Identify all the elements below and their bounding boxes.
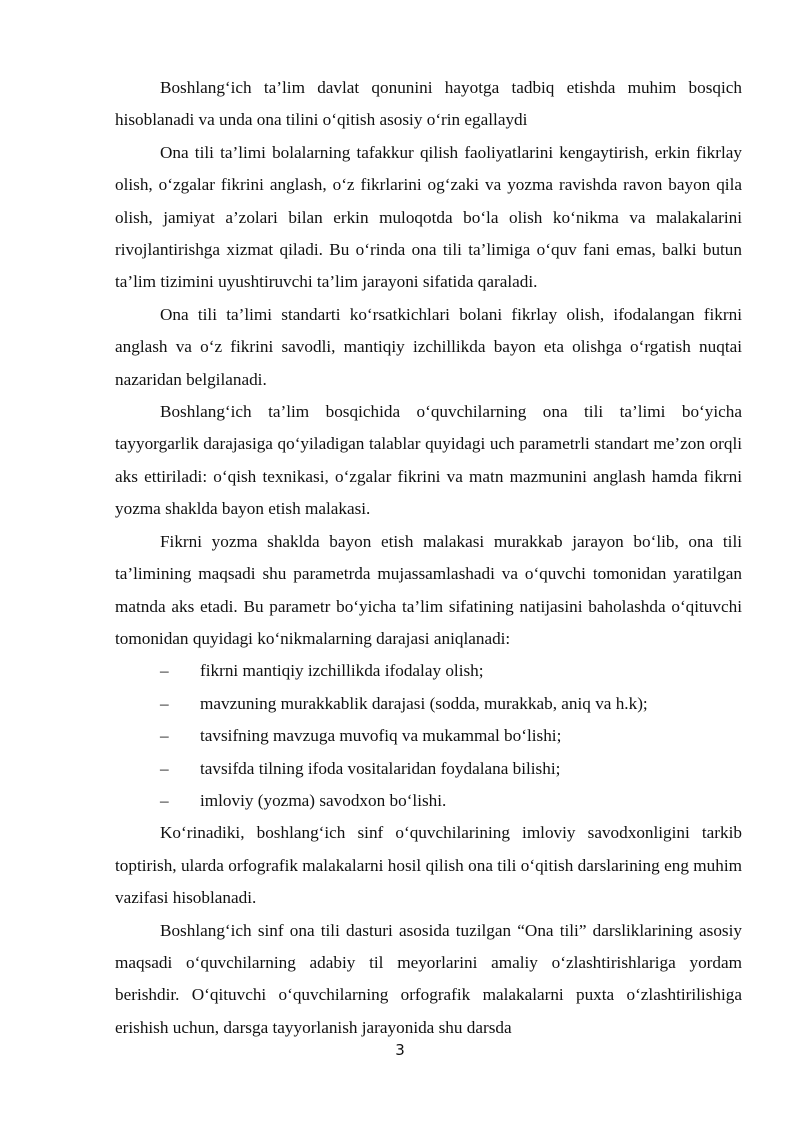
list-dash: –: [160, 726, 169, 746]
list-item: [115, 688, 742, 720]
list-item: [115, 753, 742, 785]
list-item-text: tavsifda tilning ifoda vositalaridan foydalana bilishi;: [200, 758, 561, 778]
list-item-text: fikrni mantiqiy izchillikda ifodalay olish;: [200, 661, 484, 681]
list-dash: –: [160, 661, 169, 681]
list-item: [115, 720, 742, 752]
list-dash: –: [160, 693, 169, 713]
skills-list: [115, 655, 742, 817]
document-page: [115, 72, 742, 1044]
list-dash: –: [160, 790, 169, 810]
page-number: 3: [395, 1041, 405, 1059]
paragraph-6: Ko‘rinadiki, boshlang‘ich sinf o‘quvchilarining imloviy savodxonligini tarkib toptirish, ularda orfografik malakalarni hosil qilish ona tili o‘qitish darslarining eng muhim vazifasi hisoblanadi.: [115, 823, 742, 908]
paragraph-2: Ona tili ta’limi bolalarning tafakkur qilish faoliyatlarini kengaytirish, erkin fikrlay olish, o‘zgalar fikrini anglash, o‘z fikrlarini og‘zaki va yozma ravishda ravon bayon qila olish, jamiyat a’zolari bilan erkin muloqotda bo‘la olish ko‘nikma va malakalarini rivojlantirishga xizmat qiladi. Bu o‘rinda ona tili ta’limiga o‘quv fani emas, balki butun ta’lim tizimini uyushtiruvchi ta’lim jarayoni sifatida qaraladi.: [115, 142, 742, 292]
list-item-text: tavsifning mavzuga muvofiq va mukammal bo‘lishi;: [200, 726, 562, 746]
paragraph-1: Boshlang‘ich ta’lim davlat qonunini hayotga tadbiq etishda muhim bosqich hisoblanadi va unda ona tilini o‘qitish asosiy o‘rin egallaydi: [115, 78, 742, 130]
list-item: [115, 785, 742, 817]
paragraph-4: Boshlang‘ich ta’lim bosqichida o‘quvchilarning ona tili ta’limi bo‘yicha tayyorgarlik darajasiga qo‘yiladigan talablar quyidagi uch parametrli standart me’zon orqli aks ettiriladi: o‘qish texnikasi, o‘zgalar fikrini va matn mazmunini anglash hamda fikrni yozma shaklda bayon etish malakasi.: [115, 402, 742, 519]
list-item-text: mavzuning murakkablik darajasi (sodda, murakkab, aniq va h.k);: [200, 693, 648, 713]
paragraph-5: Fikrni yozma shaklda bayon etish malakasi murakkab jarayon bo‘lib, ona tili ta’limining maqsadi shu parametrda mujassamlashadi va o‘quvchi tomonidan yaratilgan matnda aks etadi. Bu parametr bo‘yicha ta’lim sifatining natijasini baholashda o‘qituvchi tomonidan quyidagi ko‘nikmalarning darajasi aniqlanadi:: [115, 531, 742, 648]
list-item-text: imloviy (yozma) savodxon bo‘lishi.: [200, 790, 447, 810]
list-item: [115, 655, 742, 687]
paragraph-3: Ona tili ta’limi standarti ko‘rsatkichlari bolani fikrlay olish, ifodalangan fikrni anglash va o‘z fikrini savodli, mantiqiy izchillikda bayon eta olishga o‘rgatish nuqtai nazaridan belgilanadi.: [115, 304, 742, 389]
paragraph-7: Boshlang‘ich sinf ona tili dasturi asosida tuzilgan “Ona tili” darsliklarining asosiy maqsadi o‘quvchilarning adabiy til meyorlarini amaliy o‘zlashtirishlariga yordam berishdir. O‘qituvchi o‘quvchilarning orfografik malakalarni puxta o‘zlashtirilishiga erishish uchun, darsga tayyorlanish jarayonida shu darsda: [115, 920, 742, 1037]
list-dash: –: [160, 758, 169, 778]
